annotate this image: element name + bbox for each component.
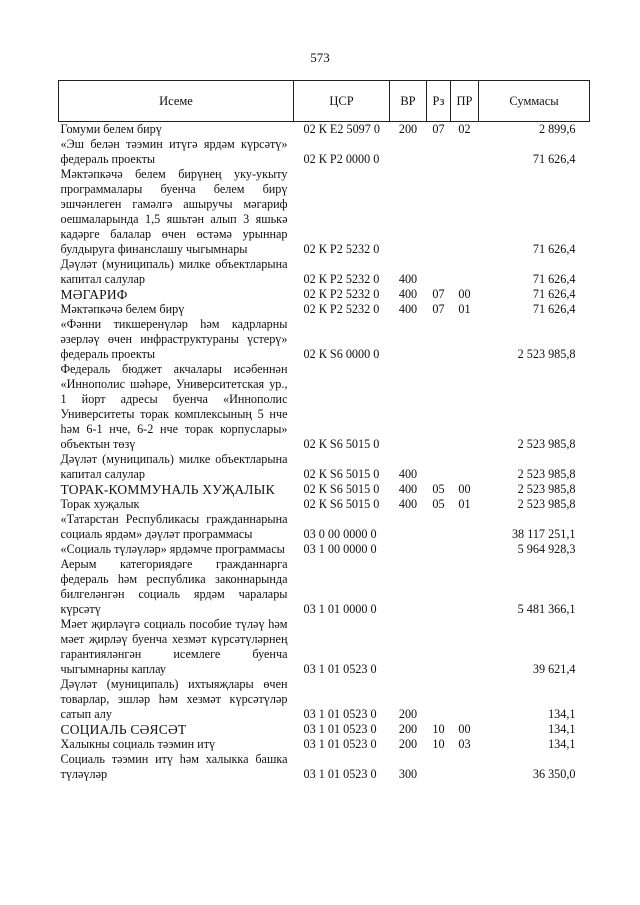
table-row xyxy=(59,167,590,257)
cell-vr xyxy=(390,617,427,677)
cell-sum: 71 626,4 xyxy=(532,272,576,286)
cell-rz xyxy=(427,542,451,557)
cell-rz xyxy=(427,752,451,782)
cell-pr xyxy=(451,557,479,617)
cell-csr: 02 К Р2 0000 0 xyxy=(303,152,380,166)
table-row xyxy=(59,482,590,497)
cell-rz xyxy=(427,257,451,287)
cell-vr: 300 xyxy=(398,767,418,781)
cell-vr: 200 xyxy=(398,707,418,721)
cell-pr xyxy=(451,167,479,257)
table-row xyxy=(59,737,590,752)
cell-sum: 2 523 985,8 xyxy=(517,467,576,481)
cell-pr xyxy=(451,452,479,482)
table-row xyxy=(59,512,590,542)
cell-vr xyxy=(390,317,427,362)
cell-name: Социаль тәэмин итү һәм халыкка башка түләүләр xyxy=(60,752,288,781)
table-body xyxy=(59,122,590,783)
cell-csr: 02 К S6 0000 0 xyxy=(303,347,380,361)
cell-sum: 5 481 366,1 xyxy=(517,602,576,616)
cell-name: ТОРАК-КОММУНАЛЬ ХУҖАЛЫК xyxy=(60,482,275,497)
cell-pr xyxy=(451,137,479,167)
cell-rz xyxy=(427,317,451,362)
cell-name: Торак хуҗалык xyxy=(60,497,140,511)
cell-sum: 134,1 xyxy=(548,707,576,721)
cell-pr: 00 xyxy=(458,722,471,736)
cell-vr: 400 xyxy=(398,302,418,316)
cell-pr xyxy=(451,542,479,557)
cell-csr: 02 К S6 5015 0 xyxy=(303,482,380,496)
cell-csr: 02 К Е2 5097 0 xyxy=(303,122,381,136)
cell-name: «Фәнни тикшеренүләр һәм кадрларны әзерләү өчен инфраструктураны үстерү» федераль проекты xyxy=(60,317,288,361)
page-number: 573 xyxy=(310,50,330,65)
cell-csr: 03 0 00 0000 0 xyxy=(303,527,377,541)
header-name: Исеме xyxy=(59,81,294,122)
table-row xyxy=(59,452,590,482)
cell-pr: 02 xyxy=(458,122,471,136)
cell-csr: 02 К Р2 5232 0 xyxy=(303,242,380,256)
cell-rz: 07 xyxy=(432,287,445,301)
table-row xyxy=(59,362,590,452)
cell-sum: 2 523 985,8 xyxy=(517,437,576,451)
cell-rz: 05 xyxy=(432,482,445,496)
table-row xyxy=(59,317,590,362)
cell-pr xyxy=(451,257,479,287)
cell-rz xyxy=(427,362,451,452)
cell-rz: 05 xyxy=(432,497,445,511)
cell-pr: 00 xyxy=(458,287,471,301)
cell-name: «Социаль түләүләр» ярдәмче программасы xyxy=(60,542,285,556)
cell-sum: 134,1 xyxy=(548,737,576,751)
table-row xyxy=(59,137,590,167)
table-row xyxy=(59,497,590,512)
cell-rz xyxy=(427,167,451,257)
cell-sum: 71 626,4 xyxy=(532,302,576,316)
cell-csr: 03 1 01 0523 0 xyxy=(303,737,377,751)
cell-pr: 01 xyxy=(458,497,471,511)
cell-sum: 38 117 251,1 xyxy=(511,527,576,541)
cell-name: Мәктәпкәчә белем бирүнең уку-укыту программалары буенча белем бирү эшчәнлеген гамәлгә ашыручы мәгариф оешмаларында 1,5 яшьтән алып 3 яшькә кадәрге балалар өчен өстәмә урыннар булдыруга финанслашу чыгымнары xyxy=(60,167,288,256)
table-row xyxy=(59,257,590,287)
cell-vr: 200 xyxy=(398,737,418,751)
cell-sum: 134,1 xyxy=(548,722,576,736)
cell-pr xyxy=(451,617,479,677)
cell-vr: 400 xyxy=(398,467,418,481)
cell-pr: 03 xyxy=(458,737,471,751)
table-row xyxy=(59,617,590,677)
header-vr: ВР xyxy=(390,81,427,122)
cell-vr xyxy=(390,137,427,167)
cell-name: «Эш белән тәэмин итүгә ярдәм күрсәтү» федераль проекты xyxy=(60,137,288,166)
table-row xyxy=(59,752,590,782)
cell-name: Мәет җирләүгә социаль пособие түләү һәм мәет җирләү буенча хезмәт күрсәтүләрнең гарантияләнгән исемлеге буенча чыгымнарны каплау xyxy=(60,617,288,676)
header-sum: Суммасы xyxy=(479,81,590,122)
cell-sum: 2 899,6 xyxy=(538,122,576,136)
cell-csr: 02 К S6 5015 0 xyxy=(303,497,380,511)
cell-name: «Татарстан Республикасы гражданнарына социаль ярдәм» дәүләт программасы xyxy=(60,512,288,541)
cell-rz: 10 xyxy=(432,722,445,736)
table-row xyxy=(59,287,590,302)
table-row xyxy=(59,122,590,138)
cell-vr xyxy=(390,542,427,557)
cell-rz: 07 xyxy=(432,302,445,316)
cell-sum: 71 626,4 xyxy=(532,152,576,166)
cell-pr: 00 xyxy=(458,482,471,496)
table-header xyxy=(59,81,590,122)
cell-csr: 02 К Р2 5232 0 xyxy=(303,287,380,301)
cell-name: Дәүләт (муниципаль) ихтыяҗлары өчен товарлар, эшләр һәм хезмәт күрсәтүләр сатып алу xyxy=(60,677,288,721)
table-row xyxy=(59,542,590,557)
cell-vr xyxy=(390,362,427,452)
cell-rz: 07 xyxy=(432,122,445,136)
cell-vr: 400 xyxy=(398,272,418,286)
cell-vr xyxy=(390,512,427,542)
cell-csr: 03 1 00 0000 0 xyxy=(303,542,377,556)
cell-pr xyxy=(451,677,479,722)
cell-rz xyxy=(427,512,451,542)
table-row xyxy=(59,677,590,722)
budget-table xyxy=(58,80,590,782)
cell-sum: 2 523 985,8 xyxy=(517,347,576,361)
cell-csr: 03 1 01 0523 0 xyxy=(303,722,377,736)
cell-name: Аерым категориядәге гражданнарга федераль һәм республика законнарында билгеләнгән социаль ярдәм чаралары күрсәтү xyxy=(60,557,288,616)
cell-rz: 10 xyxy=(432,737,445,751)
cell-name: Федераль бюджет акчалары исәбеннән «Иннополис шәһәре, Университетская ур., 1 йорт адресы буенча «Иннополис Университеты торак комплексының 5 нче һәм 6-1 нче, 6-2 нче торак корпуслары» объектын төзү xyxy=(60,362,288,451)
cell-pr: 01 xyxy=(458,302,471,316)
cell-name: Дәүләт (муниципаль) милке объектларына капитал салулар xyxy=(60,257,288,286)
header-rz: Рз xyxy=(427,81,451,122)
cell-name: МӘГАРИФ xyxy=(60,287,128,302)
cell-pr xyxy=(451,362,479,452)
header-csr: ЦСР xyxy=(294,81,390,122)
cell-sum: 36 350,0 xyxy=(532,767,576,781)
cell-csr: 02 К S6 5015 0 xyxy=(303,467,380,481)
cell-rz xyxy=(427,617,451,677)
cell-name: Халыкны социаль тәэмин итү xyxy=(60,737,216,751)
cell-csr: 03 1 01 0000 0 xyxy=(303,602,377,616)
cell-vr: 400 xyxy=(398,497,418,511)
cell-rz xyxy=(427,677,451,722)
cell-pr xyxy=(451,512,479,542)
table-row xyxy=(59,302,590,317)
cell-name: СОЦИАЛЬ СӘЯСӘТ xyxy=(60,722,187,737)
cell-vr: 400 xyxy=(398,287,418,301)
cell-csr: 03 1 01 0523 0 xyxy=(303,767,377,781)
cell-name: Гомуми белем бирү xyxy=(60,122,162,136)
cell-vr: 400 xyxy=(398,482,418,496)
table-row xyxy=(59,557,590,617)
table-row xyxy=(59,722,590,737)
cell-vr: 200 xyxy=(398,122,418,136)
cell-rz xyxy=(427,557,451,617)
cell-csr: 02 К Р2 5232 0 xyxy=(303,302,380,316)
cell-csr: 03 1 01 0523 0 xyxy=(303,662,377,676)
cell-name: Дәүләт (муниципаль) милке объектларына капитал салулар xyxy=(60,452,288,481)
cell-sum: 2 523 985,8 xyxy=(517,497,576,511)
cell-csr: 03 1 01 0523 0 xyxy=(303,707,377,721)
cell-sum: 2 523 985,8 xyxy=(517,482,576,496)
cell-sum: 71 626,4 xyxy=(532,287,576,301)
cell-name: Мәктәпкәчә белем бирү xyxy=(60,302,185,316)
header-pr: ПР xyxy=(451,81,479,122)
cell-vr: 200 xyxy=(398,722,418,736)
cell-rz xyxy=(427,452,451,482)
cell-vr xyxy=(390,167,427,257)
cell-sum: 71 626,4 xyxy=(532,242,576,256)
cell-sum: 5 964 928,3 xyxy=(517,542,576,556)
cell-pr xyxy=(451,317,479,362)
cell-vr xyxy=(390,557,427,617)
cell-csr: 02 К Р2 5232 0 xyxy=(303,272,380,286)
cell-sum: 39 621,4 xyxy=(532,662,576,676)
cell-rz xyxy=(427,137,451,167)
cell-csr: 02 К S6 5015 0 xyxy=(303,437,380,451)
cell-pr xyxy=(451,752,479,782)
